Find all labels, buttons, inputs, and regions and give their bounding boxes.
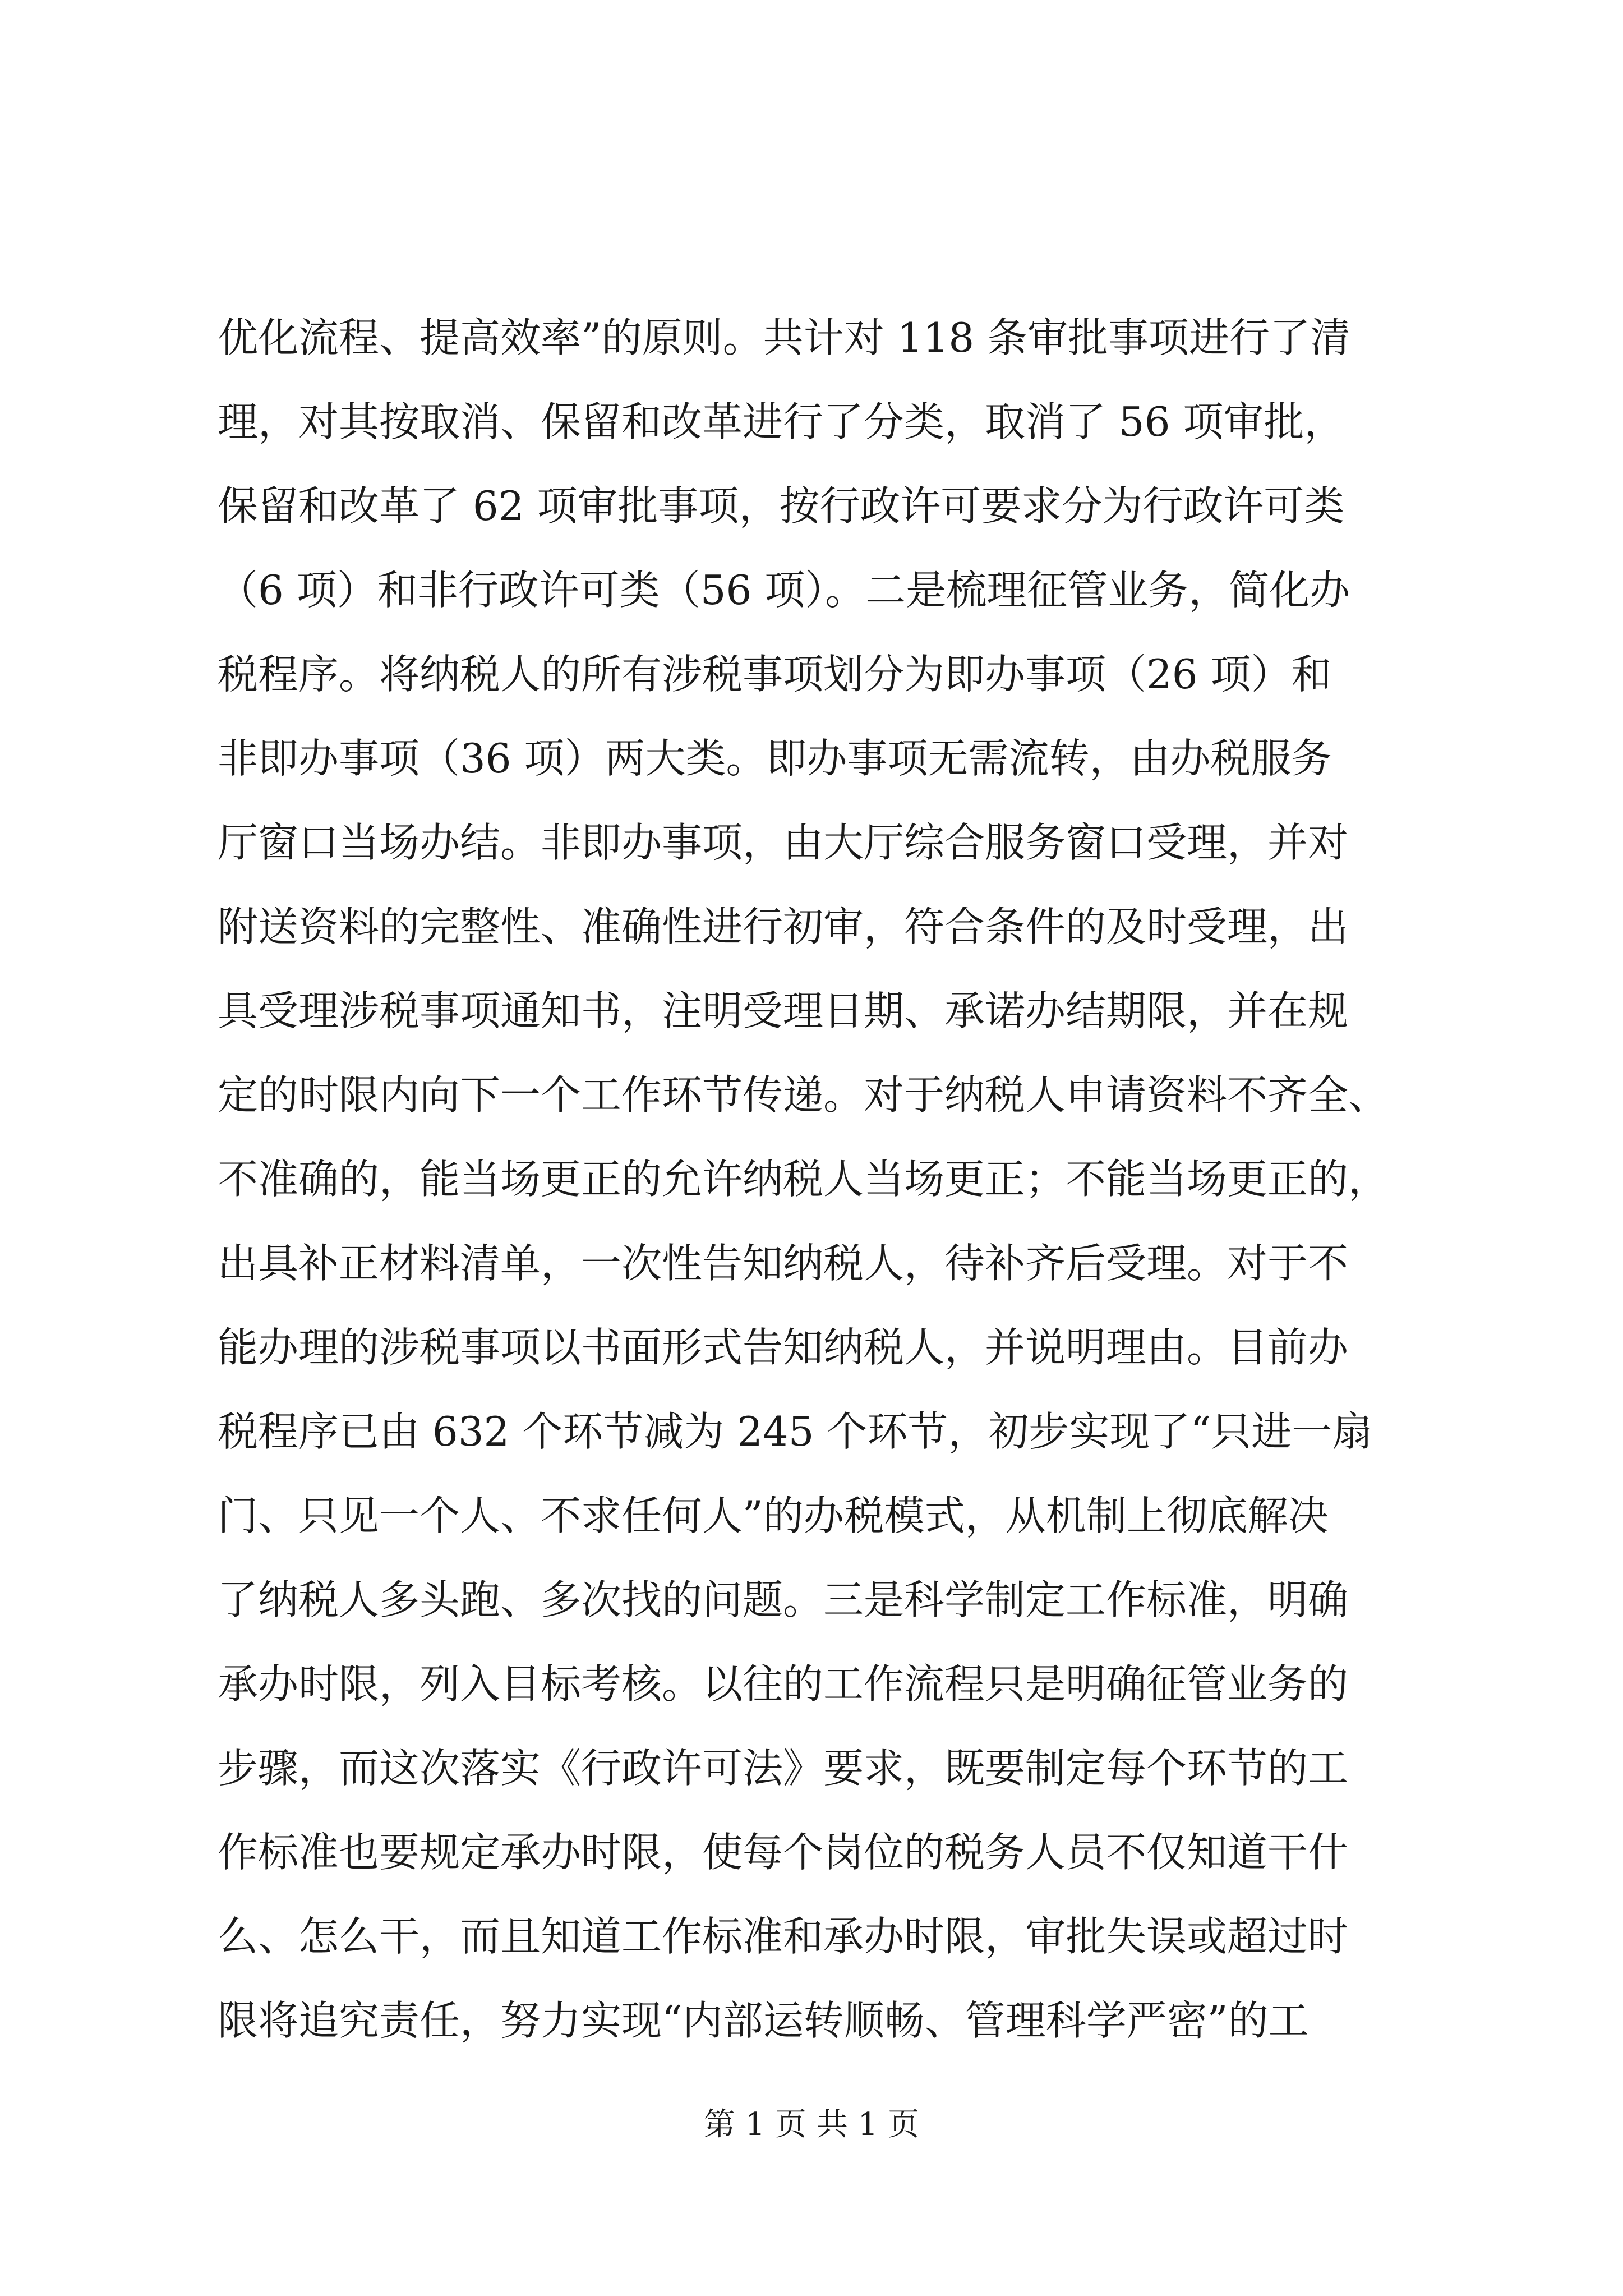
text-line: 理，对其按取消、保留和改革进行了分类，取消了 56 项审批， — [218, 398, 1345, 445]
text-line: 具受理涉税事项通知书，注明受理日期、承诺办结期限，并在规 — [218, 987, 1349, 1034]
text-line: 保留和改革了 62 项审批事项，按行政许可要求分为行政许可类 — [218, 482, 1345, 530]
text-line: 定的时限内向下一个工作环节传递。对于纳税人申请资料不齐全、 — [218, 1071, 1389, 1119]
text-line: 优化流程、提高效率”的原则。共计对 118 条审批事项进行了清 — [218, 314, 1351, 361]
body-text — [218, 296, 1429, 2063]
text-line: 非即办事项（36 项）两大类。即办事项无需流转，由办税服务 — [218, 735, 1332, 782]
text-line: 承办时限，列入目标考核。以往的工作流程只是明确征管业务的 — [218, 1660, 1349, 1708]
text-line: （6 项）和非行政许可类（56 项）。二是梳理征管业务，简化办 — [218, 567, 1350, 614]
text-line: 了纳税人多头跑、多次找的问题。三是科学制定工作标准，明确 — [218, 1576, 1349, 1623]
text-line: 出具补正材料清单，一次性告知纳税人，待补齐后受理。对于不 — [218, 1240, 1349, 1287]
text-line: 税程序已由 632 个环节减为 245 个环节，初步实现了“只进一扇 — [218, 1408, 1373, 1455]
text-line: 门、只见一个人、不求任何人”的办税模式，从机制上彻底解决 — [218, 1492, 1329, 1539]
text-line: 附送资料的完整性、准确性进行初审，符合条件的及时受理，出 — [218, 903, 1349, 950]
text-line: 限将追究责任，努力实现“内部运转顺畅、管理科学严密”的工 — [218, 1997, 1309, 2044]
text-line: 步骤，而这次落实《行政许可法》要求，既要制定每个环节的工 — [218, 1745, 1349, 1792]
text-line: 厅窗口当场办结。非即办事项，由大厅综合服务窗口受理，并对 — [218, 819, 1349, 866]
text-line: 能办理的涉税事项以书面形式告知纳税人，并说明理由。目前办 — [218, 1324, 1349, 1371]
page-number-label: 第 1 页 共 1 页 — [703, 2106, 920, 2143]
text-line: 不准确的，能当场更正的允许纳税人当场更正；不能当场更正的， — [218, 1156, 1389, 1203]
text-line: 税程序。将纳税人的所有涉税事项划分为即办事项（26 项）和 — [218, 651, 1332, 698]
page-footer — [0, 2102, 1623, 2147]
text-line: 作标准也要规定承办时限，使每个岗位的税务人员不仅知道干什 — [218, 1829, 1349, 1876]
text-line: 么、怎么干，而且知道工作标准和承办时限，审批失误或超过时 — [218, 1913, 1349, 1960]
